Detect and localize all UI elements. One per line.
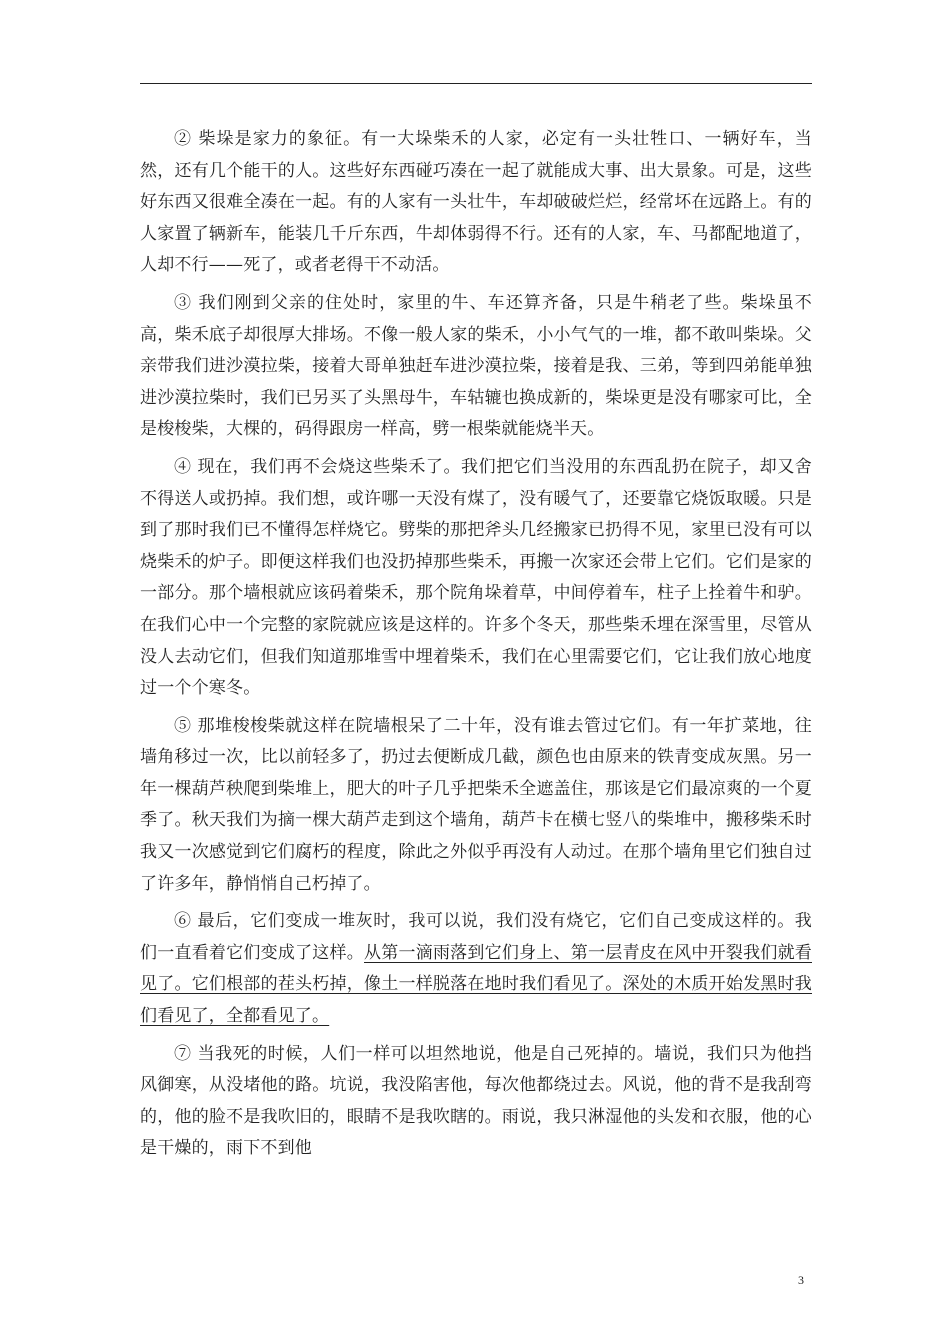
paragraph-6-text: ⑥ 最后，它们变成一堆灰时，我可以说，我们没有烧它，它们自己变成这样的。我们一直看着它们变成了这样。 — [140, 911, 812, 963]
paragraph-2-text: ② 柴垛是家力的象征。有一大垛柴禾的人家，必定有一头壮牲口、一辆好车，当然，还有几个能干的人。这些好东西碰巧凑在一起了就能成大事、出大景象。可是，这些好东西又很难全凑在一起。有的人家有一头壮牛，车却破破烂烂，经常坏在远路上。有的人家置了辆新车，能装几千斤东西，牛却体弱得不行。还有的人家，车、马都配地道了，人却不行——死了，或者老得干不动活。 — [140, 129, 812, 276]
paragraph-3-text: ③ 我们刚到父亲的住处时，家里的牛、车还算齐备，只是牛稍老了些。柴垛虽不高，柴禾底子却很厚大排场。不像一般人家的柴禾，小小气气的一堆，都不敢叫柴垛。父亲带我们进沙漠拉柴，接着大哥单独赶车进沙漠拉柴，接着是我、三弟，等到四弟能单独进沙漠拉柴时，我们已另买了头黑母牛，车轱辘也换成新的，柴垛更是没有哪家可比，全是梭梭柴，大棵的，码得跟房一样高，劈一根柴就能烧半天。 — [140, 292, 812, 440]
paragraph-2 — [140, 124, 812, 282]
paragraph-3 — [140, 288, 812, 446]
paragraph-5-text: ⑤ 那堆梭梭柴就这样在院墙根呆了二十年，没有谁去管过它们。有一年扩菜地，往墙角移过一次，比以前轻多了，扔过去便断成几截，颜色也由原来的铁青变成灰黑。另一年一棵葫芦秧爬到柴堆上，肥大的叶子几乎把柴禾全遮盖住，那该是它们最凉爽的一个夏季了。秋天我们为摘一棵大葫芦走到这个墙角，葫芦卡在横七竖八的柴堆中，搬移柴禾时我又一次感觉到它们腐朽的程度，除此之外似乎再没有人动过。在那个墙角里它们独自过了许多年，静悄悄自己朽掉了。 — [140, 715, 812, 894]
paragraph-6 — [140, 906, 812, 1032]
paragraph-5 — [140, 711, 812, 901]
paragraph-7 — [140, 1039, 812, 1165]
paragraph-4 — [140, 452, 812, 705]
page-number: 3 — [798, 1273, 804, 1287]
document-body — [140, 124, 812, 1171]
paragraph-7-text: ⑦ 当我死的时候，人们一样可以坦然地说，他是自己死掉的。墙说，我们只为他挡风御寒，从没堵他的路。坑说，我没陷害他，每次他都绕过去。风说，他的背不是我刮弯的，他的脸不是我吹旧的，眼睛不是我吹瞎的。雨说，我只淋湿他的头发和衣服，他的心是干燥的，雨下不到他 — [140, 1043, 812, 1159]
paragraph-4-text: ④ 现在，我们再不会烧这些柴禾了。我们把它们当没用的东西乱扔在院子，却又舍不得送人或扔掉。我们想，或许哪一天没有煤了，没有暖气了，还要靠它烧饭取暖。只是到了那时我们已不懂得怎样烧它。劈柴的那把斧头几经搬家已扔得不见，家里已没有可以烧柴禾的炉子。即便这样我们也没扔掉那些柴禾，再搬一次家还会带上它们。它们是家的一部分。那个墙根就应该码着柴禾，那个院角垛着草，中间停着车，柱子上拴着牛和驴。在我们心中一个完整的家院就应该是这样的。许多个冬天，那些柴禾埋在深雪里，尽管从没人去动它们，但我们知道那堆雪中埋着柴禾，我们在心里需要它们，它让我们放心地度过一个个寒冬。 — [140, 456, 812, 699]
header-rule — [140, 83, 812, 84]
paragraph-6-underlined-text: 从第一滴雨落到它们身上、第一层青皮在风中开裂我们就看见了。它们根部的茬头朽掉，像土一样脱落在地时我们看见了。深处的木质开始发黑时我们看见了，全都看见了。 — [140, 942, 812, 1027]
